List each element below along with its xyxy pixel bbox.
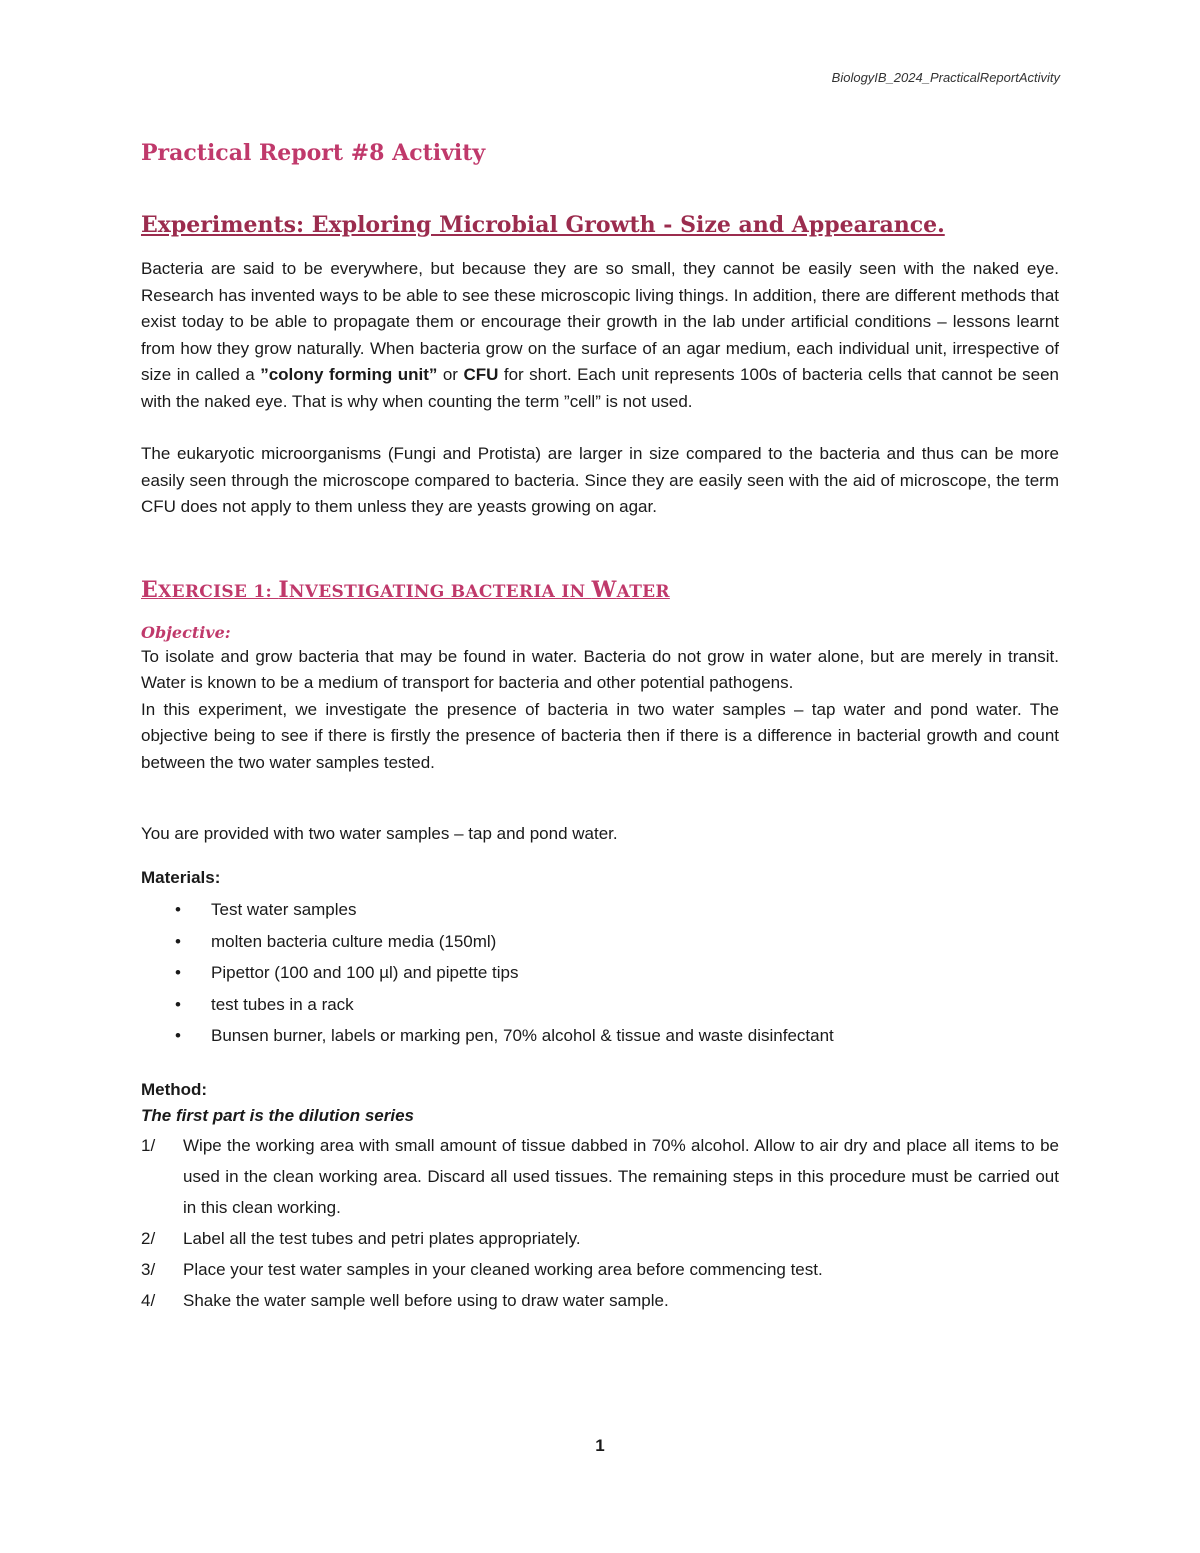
section-title: Experiments: Exploring Microbial Growth - Size and Appearance. [141,212,945,238]
list-item: • test tubes in a rack [141,989,1059,1021]
method-step: 3/ Place your test water samples in your cleaned working area before commencing test. [141,1259,823,1279]
term-colony-forming-unit: ”colony forming unit” [260,365,438,384]
list-item: • Test water samples [141,894,1059,926]
bullet-icon: • [175,994,181,1014]
list-item: • Bunsen burner, labels or marking pen, 70% alcohol & tissue and waste disinfectant [141,1020,1059,1052]
list-item: • molten bacteria culture media (150ml) [141,926,1059,958]
running-header: BiologyIB_2024_PracticalReportActivity [831,70,1060,85]
materials-list [141,894,1059,1052]
document-title: Practical Report #8 Activity [141,140,486,166]
method-subheading: The first part is the dilution series [141,1105,414,1125]
term-cfu: CFU [463,365,499,384]
page-content [141,140,1059,1316]
bullet-icon: • [175,900,181,919]
provided-samples-text: You are provided with two water samples – tap and pond water. [141,824,618,843]
list-item: • Pipettor (100 and 100 µl) and pipette tips [141,957,1059,989]
exercise-title: EXERCISE 1: INVESTIGATING BACTERIA IN WATER [141,576,670,603]
bullet-icon: • [175,963,181,982]
materials-label: Materials: [141,868,221,887]
bullet-icon: • [175,931,181,951]
intro-paragraph-1: Bacteria are said to be everywhere, but because they are so small, they cannot be easily seen with the naked eye. Research has invented ways to be able to see these microscopic living things. In addition, there are different methods that exist today to be able to propagate them or encourage their growth in the lab under artificial conditions – lessons learnt from how they grow naturally. When bacteria grow on the surface of an agar medium, each individual unit, irrespective of size in called a ”colony forming unit” or CFU for short. Each unit represents 100s of bacteria cells that cannot be seen with the naked eye. That is why when counting the term ”cell” is not used. [141,259,1060,411]
method-label: Method: [141,1079,208,1099]
method-steps [141,1130,1059,1316]
method-step: 4/ Shake the water sample well before using to draw water sample. [141,1290,669,1310]
page-number: 1 [595,1436,605,1455]
bullet-icon: • [175,1026,181,1045]
objective-label: Objective: [141,622,231,642]
objective-paragraph-2: In this experiment, we investigate the presence of bacteria in two water samples – tap water and pond water. The objective being to see if there is firstly the presence of bacteria then if there is a difference in bacterial growth and count between the two water samples tested. [141,699,1059,772]
method-step: 1/ Wipe the working area with small amount of tissue dabbed in 70% alcohol. Allow to air dry and place all items to be used in the clean working area. Discard all used tissues. The remaining steps in this procedure must be carried out in this clean working. [141,1135,1059,1217]
method-step: 2/ Label all the test tubes and petri plates appropriately. [141,1228,581,1248]
objective-paragraph-1: To isolate and grow bacteria that may be found in water. Bacteria do not grow in water alone, but are merely in transit. Water is known to be a medium of transport for bacteria and other potential pathogens. [141,646,1059,692]
intro-paragraph-2: The eukaryotic microorganisms (Fungi and Protista) are larger in size compared to the bacteria and thus can be more easily seen through the microscope compared to bacteria. Since they are easily seen with the aid of microscope, the term CFU does not apply to them unless they are yeasts growing on agar. [141,444,1059,516]
